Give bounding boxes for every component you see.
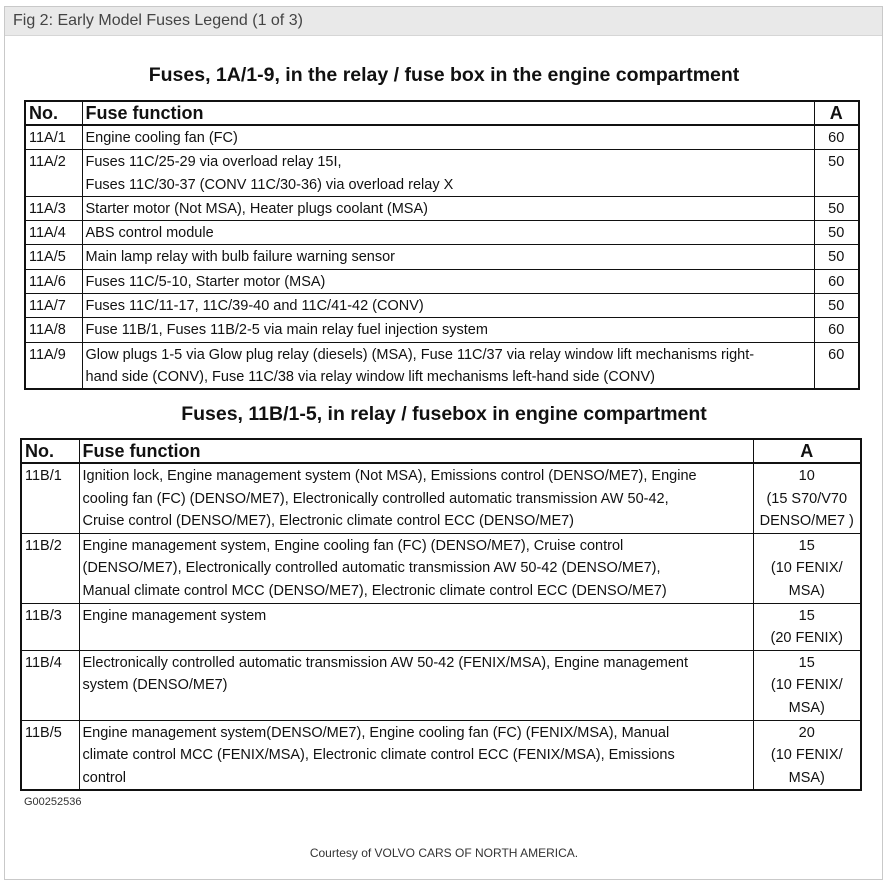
fuse-amperage-line: (10 FENIX/ <box>770 560 843 577</box>
fuse-amperage <box>753 650 861 720</box>
fuse-function-line: climate control MCC (FENIX/MSA), Electronic climate control ECC (FENIX/MSA), Emissions <box>82 747 675 764</box>
fuse-amperage-line: (10 FENIX/ <box>770 747 843 764</box>
fuse-number: 11A/9 <box>25 342 82 389</box>
fuse-number: 11B/3 <box>21 603 79 650</box>
fuse-function <box>82 294 814 318</box>
fuse-function-line: Cruise control (DENSO/ME7), Electronic climate control ECC (DENSO/ME7) <box>82 513 575 530</box>
fuse-number: 11A/8 <box>25 318 82 342</box>
fuse-number: 11A/6 <box>25 269 82 293</box>
fuse-amperage: 60 <box>814 342 859 389</box>
fuse-amperage-line: (15 S70/V70 <box>766 490 848 507</box>
fuse-amperage <box>753 720 861 790</box>
fuse-number: 11A/4 <box>25 221 82 245</box>
fuse-function <box>79 650 753 720</box>
fuse-amperage-line: (20 FENIX) <box>770 630 843 647</box>
table-row <box>25 294 859 318</box>
fuse-function-line: Fuse 11B/1, Fuses 11B/2-5 via main relay fuel injection system <box>85 322 488 339</box>
fuse-amperage-line: (10 FENIX/ <box>770 677 843 694</box>
table-row <box>21 463 861 533</box>
table-row <box>25 196 859 220</box>
fuse-function-line: Engine cooling fan (FC) <box>85 130 238 146</box>
fuse-function <box>82 318 814 342</box>
header-no: No. <box>25 101 82 125</box>
fuse-function-line: Fuses 11C/5-10, Starter motor (MSA) <box>85 273 326 290</box>
fuse-function-line: system (DENSO/ME7) <box>82 677 228 694</box>
fuse-function-line: Engine management system, Engine cooling fan (FC) (DENSO/ME7), Cruise control <box>82 537 624 554</box>
fuse-number: 11B/5 <box>21 720 79 790</box>
fuse-amperage-line: 20 <box>798 724 815 741</box>
table-row <box>21 603 861 650</box>
table-row <box>25 150 859 197</box>
fuse-function <box>79 603 753 650</box>
fuse-amperage-line: MSA) <box>788 582 825 599</box>
fuse-function-line: control <box>82 769 127 786</box>
fuse-function <box>79 533 753 603</box>
fuse-amperage-line: 15 <box>798 607 815 624</box>
fuse-table-11a <box>24 100 860 390</box>
fuse-number: 11A/3 <box>25 196 82 220</box>
fuse-amperage <box>753 533 861 603</box>
table-row <box>25 221 859 245</box>
table-row <box>21 650 861 720</box>
fuse-function <box>82 269 814 293</box>
fuse-function-line: ABS control module <box>85 225 214 242</box>
header-function: Fuse function <box>79 439 753 463</box>
table-row <box>25 125 859 150</box>
table1-title: Fuses, 1A/1-9, in the relay / fuse box in the engine compartment <box>148 64 740 86</box>
fuse-amperage-line: MSA) <box>788 769 825 786</box>
table2-title: Fuses, 11B/1-5, in relay / fusebox in engine compartment <box>181 403 707 425</box>
fuse-function <box>82 196 814 220</box>
table-row <box>25 245 859 269</box>
fuse-amperage-line: 15 <box>798 654 815 671</box>
fuse-amperage-line: DENSO/ME7 ) <box>759 513 854 530</box>
fuse-amperage: 50 <box>814 221 859 245</box>
fuse-amperage: 50 <box>814 196 859 220</box>
fuse-function <box>79 720 753 790</box>
fuse-amperage-line: MSA) <box>788 699 825 716</box>
header-no: No. <box>21 439 79 463</box>
fuse-function-line: cooling fan (FC) (DENSO/ME7), Electronically controlled automatic transmission AW 50-42, <box>82 490 669 507</box>
fuse-function-line: hand side (CONV), Fuse 11C/38 via relay window lift mechanisms left-hand side (CONV) <box>85 368 655 385</box>
fuse-number: 11B/2 <box>21 533 79 603</box>
table-row <box>25 342 859 389</box>
fuse-function-line: Main lamp relay with bulb failure warning sensor <box>85 249 395 266</box>
fuse-function-line: Fuses 11C/25-29 via overload relay 15I, <box>85 154 342 171</box>
fuse-amperage: 50 <box>814 294 859 318</box>
fuse-function-line: Electronically controlled automatic transmission AW 50-42 (FENIX/MSA), Engine management <box>82 654 688 671</box>
fuse-amperage-line: 10 <box>798 468 815 484</box>
fuse-number: 11A/1 <box>25 125 82 150</box>
table-row <box>25 318 859 342</box>
fuse-function-line: Fuses 11C/11-17, 11C/39-40 and 11C/41-42 (CONV) <box>85 298 424 315</box>
fuse-amperage-line: 15 <box>798 537 815 554</box>
fuse-number: 11B/1 <box>21 463 79 533</box>
fuse-amperage: 50 <box>814 245 859 269</box>
fuse-number: 11A/5 <box>25 245 82 269</box>
fuse-function-line: Glow plugs 1-5 via Glow plug relay (diesels) (MSA), Fuse 11C/37 via relay window lift mechanisms right- <box>85 346 755 363</box>
table-header-row <box>25 101 859 125</box>
fuse-function-line: Manual climate control MCC (DENSO/ME7), Electronic climate control ECC (DENSO/ME7) <box>82 582 667 599</box>
fuse-function-line: Engine management system <box>82 607 267 624</box>
table-header-row <box>21 439 861 463</box>
table-row <box>25 269 859 293</box>
fuse-function-line: Ignition lock, Engine management system (Not MSA), Emissions control (DENSO/ME7), Engine <box>82 468 697 484</box>
fuse-amperage: 60 <box>814 269 859 293</box>
fuse-function <box>82 221 814 245</box>
fuse-function-line: Fuses 11C/30-37 (CONV 11C/30-36) via overload relay X <box>85 176 454 193</box>
fuse-amperage: 60 <box>814 318 859 342</box>
figure-title-bar: Fig 2: Early Model Fuses Legend (1 of 3) <box>5 7 882 36</box>
courtesy-note: Courtesy of VOLVO CARS OF NORTH AMERICA. <box>309 846 579 860</box>
table-row <box>21 720 861 790</box>
fuse-amperage: 60 <box>814 125 859 150</box>
fuse-number: 11B/4 <box>21 650 79 720</box>
fuse-function <box>82 245 814 269</box>
fuse-function-line: (DENSO/ME7), Electronically controlled automatic transmission AW 50-42 (DENSO/ME7), <box>82 560 661 577</box>
fuse-function <box>82 342 814 389</box>
figure-code: G00252536 <box>24 796 82 808</box>
table-row <box>21 533 861 603</box>
fuse-function <box>82 150 814 197</box>
header-amp: A <box>753 439 861 463</box>
fuse-amperage: 50 <box>814 150 859 197</box>
fuse-amperage <box>753 463 861 533</box>
header-function: Fuse function <box>82 101 814 125</box>
fuse-function-line: Starter motor (Not MSA), Heater plugs coolant (MSA) <box>85 200 428 217</box>
header-amp: A <box>814 101 859 125</box>
fuse-function <box>79 463 753 533</box>
fuse-amperage <box>753 603 861 650</box>
fuse-function-line: Engine management system(DENSO/ME7), Engine cooling fan (FC) (FENIX/MSA), Manual <box>82 724 670 741</box>
fuse-number: 11A/7 <box>25 294 82 318</box>
fuse-function <box>82 125 814 150</box>
fuse-number: 11A/2 <box>25 150 82 197</box>
fuse-table-11b <box>20 438 862 791</box>
